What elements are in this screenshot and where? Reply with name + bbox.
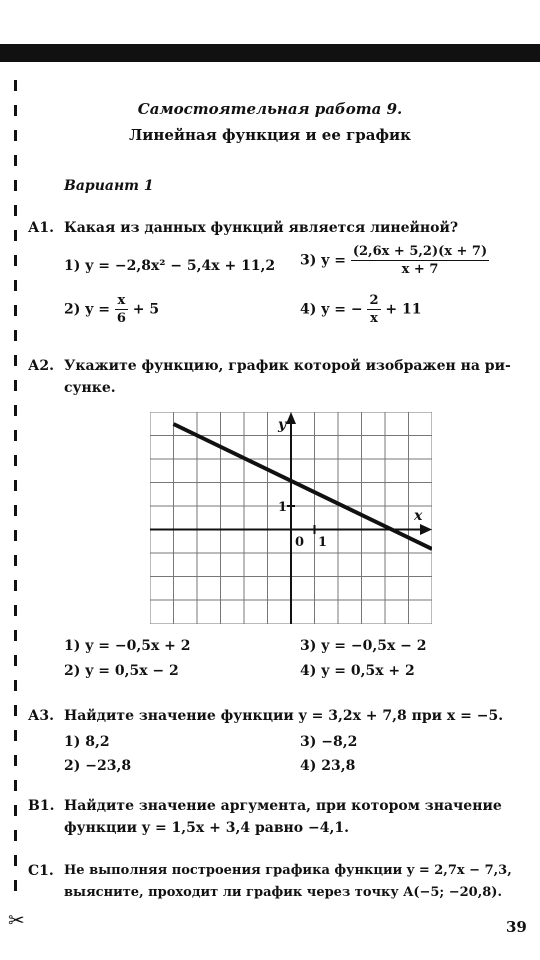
a1-option-3-lead: 3) y = xyxy=(300,252,346,269)
a1-option-2-denominator: 6 xyxy=(116,311,126,326)
a2-question-line1: Укажите функцию, график которой изображен на ри- xyxy=(64,358,511,374)
page-subtitle: Линейная функция и ее график xyxy=(128,126,412,144)
a1-option-4-numerator: 2 xyxy=(369,293,379,308)
b1-line2: функции y = 1,5x + 3,4 равно −4,1. xyxy=(64,820,349,836)
page-number: 39 xyxy=(506,918,527,936)
a3-number: А3. xyxy=(28,708,55,724)
a1-option-1: 1) y = −2,8x² − 5,4x + 11,2 xyxy=(64,258,276,274)
page-title: Самостоятельная работа 9. xyxy=(137,100,403,118)
a1-option-4 xyxy=(300,292,421,327)
a3-option-4: 4) 23,8 xyxy=(300,758,356,774)
c1-number: C1. xyxy=(28,863,54,879)
a1-option-2-fraction xyxy=(115,292,128,327)
a1-option-4-tail: + 11 xyxy=(385,301,422,318)
y-axis-arrow-icon xyxy=(286,412,296,424)
a1-option-3 xyxy=(300,243,489,278)
a3-option-1: 1) 8,2 xyxy=(64,734,110,750)
graph-x-label: x xyxy=(414,508,423,524)
a2-number: А2. xyxy=(28,358,55,374)
a1-option-4-denominator: x xyxy=(370,311,378,326)
graph-origin-label: 0 xyxy=(295,535,305,550)
header-bar xyxy=(0,44,540,62)
graph-x-one-label: 1 xyxy=(318,535,328,550)
cut-line xyxy=(14,80,17,900)
a2-option-1: 1) y = −0,5x + 2 xyxy=(64,638,191,654)
a2-graph xyxy=(150,412,432,624)
b1-number: B1. xyxy=(28,798,55,814)
a2-option-3: 3) y = −0,5x − 2 xyxy=(300,638,427,654)
a1-option-2-numerator: x xyxy=(115,292,128,310)
a1-option-4-lead: 4) y = − xyxy=(300,301,363,318)
a1-option-2-tail: + 5 xyxy=(132,301,160,318)
a3-question: Найдите значение функции y = 3,2x + 7,8 при x = −5. xyxy=(64,708,504,724)
a2-question-line2: сунке. xyxy=(64,380,116,396)
a1-number: А1. xyxy=(28,220,55,236)
scissors-icon: ✂ xyxy=(8,908,25,932)
a1-option-3-numerator: (2,6x + 5,2)(x + 7) xyxy=(352,244,488,259)
a1-option-2-lead: 2) y = xyxy=(64,301,110,318)
top-margin xyxy=(0,0,540,44)
x-axis-arrow-icon xyxy=(420,524,432,535)
a1-question: Какая из данных функций является линейной? xyxy=(64,220,459,236)
a3-option-2: 2) −23,8 xyxy=(64,758,132,774)
a1-option-4-fraction xyxy=(367,292,380,327)
c1-line2: выясните, проходит ли график через точку A(−5; −20,8). xyxy=(64,885,502,900)
a2-option-4: 4) y = 0,5x + 2 xyxy=(300,663,415,679)
a1-option-2 xyxy=(64,292,159,327)
a3-option-3: 3) −8,2 xyxy=(300,734,358,750)
b1-line1: Найдите значение аргумента, при котором значение xyxy=(64,798,502,814)
graph-y-label: y xyxy=(278,417,287,433)
a1-option-3-denominator: x + 7 xyxy=(401,262,439,277)
graph-y-one-label: 1 xyxy=(278,500,288,515)
a2-option-2: 2) y = 0,5x − 2 xyxy=(64,663,179,679)
c1-line1: Не выполняя построения графика функции y = 2,7x − 7,3, xyxy=(64,863,512,878)
variant-label: Вариант 1 xyxy=(64,178,154,194)
a1-option-3-fraction xyxy=(351,243,489,278)
